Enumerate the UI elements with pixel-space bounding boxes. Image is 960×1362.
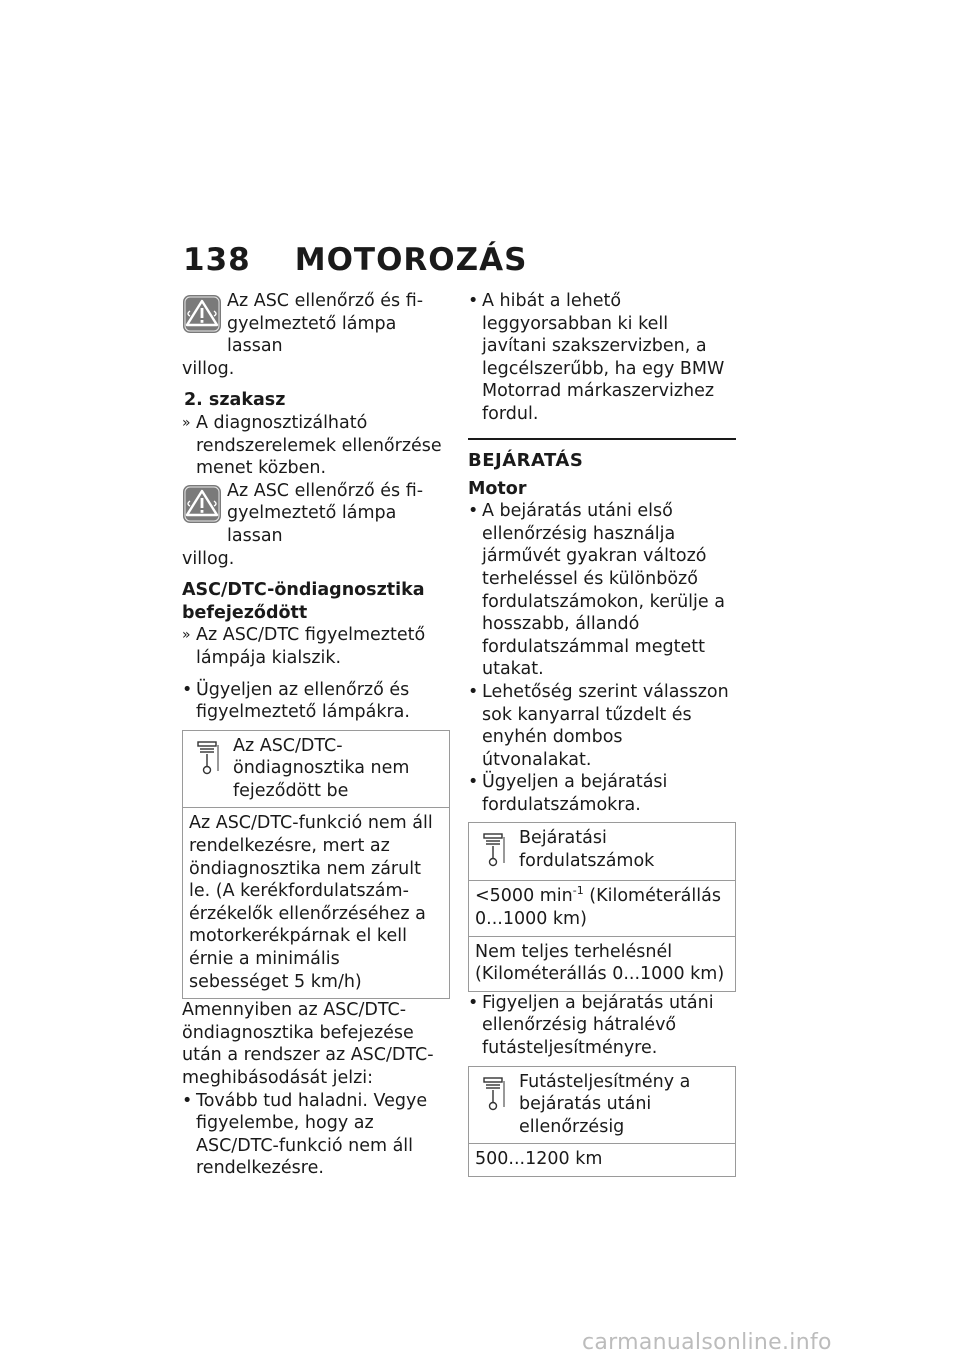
section-divider	[468, 438, 736, 440]
warning-text-line3: villog.	[182, 548, 235, 569]
result-arrow-icon: »	[182, 414, 191, 431]
warning-note	[182, 290, 450, 380]
result-item: » Az ASC/DTC figyelmeztető lámpája kialszik.	[182, 625, 426, 668]
result-item: » A diagnosztizálható rendszerelemek ellenőrzése menet közben.	[182, 412, 442, 479]
bullet-item: • Ügyeljen az ellenőrző és figyelmeztető lámpákra.	[182, 679, 450, 724]
subsection-heading: ASC/DTC-öndiagnosztika befejeződött	[182, 580, 425, 623]
paragraph: Amennyiben az ASC/DTC-öndiagnosztika befejezése után a rendszer az ASC/DTC-meghibásodását jelzi:	[182, 1000, 434, 1088]
warning-note	[182, 480, 450, 570]
bullet-item: • A hibát a lehető leggyorsabban ki kell javítani szakszervizben, a legcélszerűbb, ha egy BMW Motorrad márkaszervizhez fordul.	[468, 290, 736, 426]
spec-table-cell: Az ASC/DTC-funkció nem áll rendelkezésre, mert az öndiagnosztika nem zárult le. (A kerékfordulatszám-érzékelők ellenőrzéséhez a motorkerékpárnak el kell érnie a minimális sebességet 5 km/h)	[183, 808, 450, 999]
spec-table-header: Az ASC/DTC-öndiagnosztika nem fejeződött be	[183, 730, 450, 808]
left-column	[182, 290, 450, 1180]
spec-table-header: Bejáratási fordulatszámok	[469, 823, 736, 881]
spec-table-cell: 500...1200 km	[469, 1144, 736, 1177]
page-number: 138	[183, 242, 251, 278]
bullet-item: • A bejáratás utáni első ellenőrzésig használja járművét gyakran változó terheléssel és különböző fordulatszámokon, kerülje a hosszabb, állandó fordulatszámmal megtett utakat.	[468, 500, 736, 681]
spec-table-cell: Nem teljes terhelésnél (Kilométerállás 0...1000 km)	[469, 936, 736, 991]
result-arrow-icon: »	[182, 627, 191, 644]
spec-table	[182, 730, 450, 1000]
engine-spec-icon	[481, 1077, 507, 1111]
watermark: carmanualsonline.info	[582, 1330, 832, 1355]
bullet-item: • Lehetőség szerint válasszon sok kanyarral tűzdelt és enyhén dombos útvonalakat.	[468, 681, 736, 771]
engine-spec-icon	[195, 741, 221, 775]
warning-text-line1: Az ASC ellenőrző és fi-	[227, 480, 424, 501]
spec-table	[468, 1066, 736, 1177]
step-heading: 2. szakasz	[184, 390, 286, 411]
chapter-title: MOTOROZÁS	[294, 242, 528, 278]
warning-lamp-icon	[182, 484, 222, 524]
warning-text-line1: Az ASC ellenőrző és fi-	[227, 291, 424, 311]
spec-table	[468, 822, 736, 991]
engine-spec-icon	[481, 833, 507, 867]
warning-text-line2: gyelmeztető lámpa lassan	[227, 313, 397, 357]
spec-table-cell: <5000 $\min^{-1}$ (Kilométerállás 0...1000 km)	[469, 881, 736, 936]
page-header	[183, 242, 527, 278]
right-column	[468, 290, 736, 1177]
warning-lamp-icon	[182, 294, 222, 334]
bullet-item: • Tovább tud haladni. Vegye figyelembe, hogy az ASC/DTC-funkció nem áll rendelkezésre.	[182, 1090, 450, 1180]
spec-table-header: Futásteljesítmény a bejáratás utáni ellenőrzésig	[469, 1066, 736, 1144]
warning-text-line3: villog.	[182, 358, 235, 379]
subsection-heading: Motor	[468, 478, 527, 499]
bullet-item: • Figyeljen a bejáratás utáni ellenőrzésig hátralévő futásteljesítményre.	[468, 992, 736, 1060]
warning-text-line2: gyelmeztető lámpa lassan	[227, 503, 397, 546]
section-title: BEJÁRATÁS	[468, 449, 584, 471]
bullet-item: • Ügyeljen a bejáratási fordulatszámokra.	[468, 771, 736, 816]
